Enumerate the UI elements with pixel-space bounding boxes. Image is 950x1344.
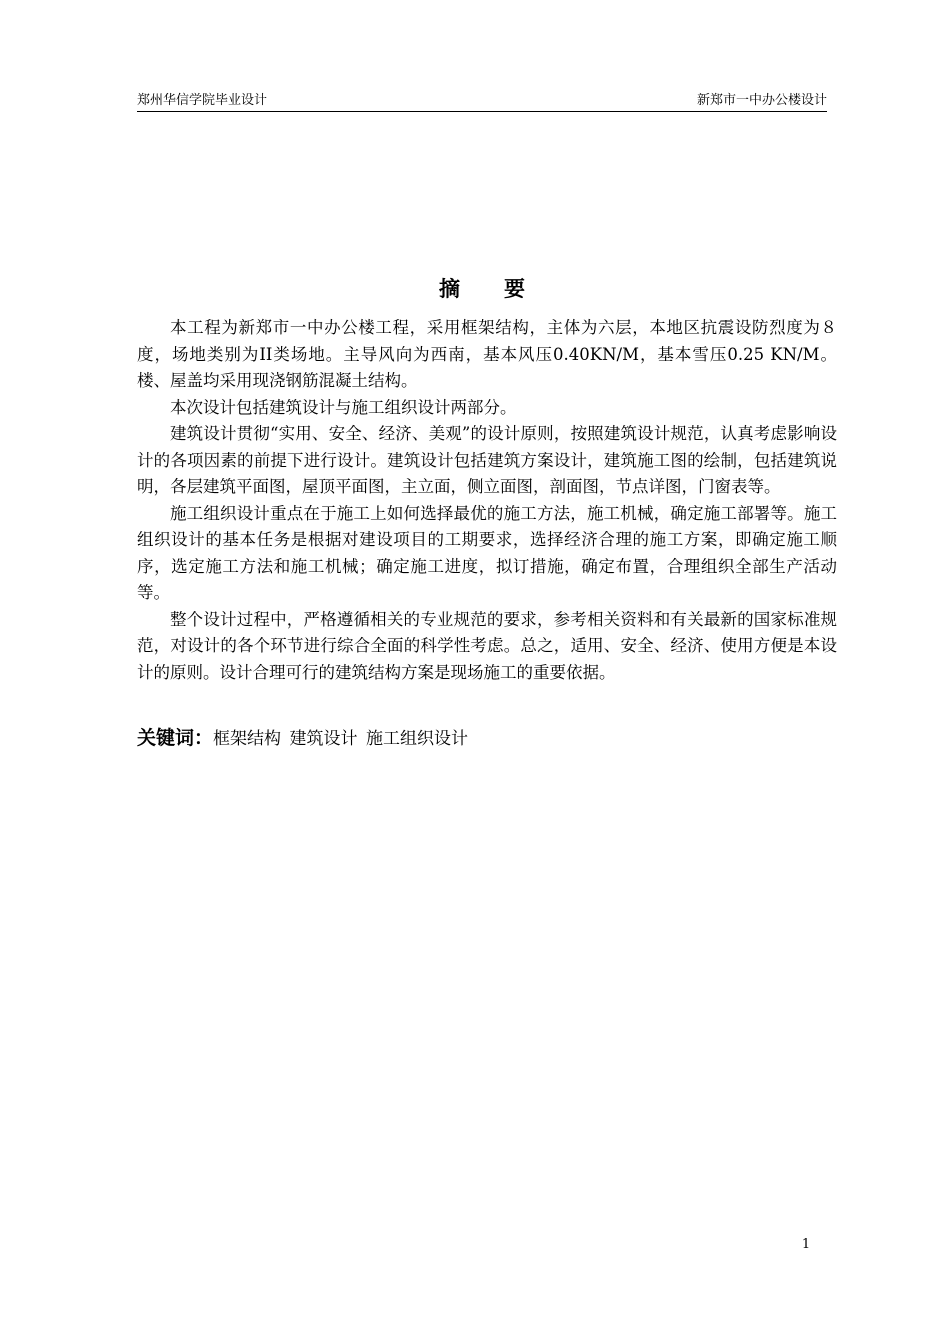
abstract-paragraph: 整个设计过程中，严格遵循相关的专业规范的要求，参考相关资料和有关最新的国家标准规范，对设计的各个环节进行综合全面的科学性考虑。总之，适用、安全、经济、使用方便是本设计的原则。设计合理可行的建筑结构方案是现场施工的重要依据。 [137, 609, 837, 682]
keyword-item: 框架结构 [213, 729, 282, 749]
keyword-item: 建筑设计 [289, 729, 358, 749]
abstract-title: 摘要 [439, 277, 569, 301]
header-left-text: 郑州华信学院毕业设计 [137, 93, 268, 108]
keywords-line [137, 724, 827, 753]
abstract-paragraph: 本工程为新郑市一中办公楼工程，采用框架结构，主体为六层，本地区抗震设防烈度为８度，场地类别为II类场地。主导风向为西南，基本风压0.40KN/M，基本雪压0.25 KN/M。楼、屋盖均采用现浇钢筋混凝土结构。 [137, 318, 837, 390]
abstract-body [137, 315, 837, 686]
abstract-paragraph: 建筑设计贯彻“实用、安全、经济、美观”的设计原则，按照建筑设计规范，认真考虑影响设计的各项因素的前提下进行设计。建筑设计包括建筑方案设计，建筑施工图的绘制，包括建筑说明，各层建筑平面图，屋顶平面图，主立面，侧立面图，剖面图，节点详图，门窗表等。 [137, 424, 837, 496]
header-right-text: 新郑市一中办公楼设计 [696, 93, 827, 108]
keyword-item: 施工组织设计 [366, 729, 469, 749]
abstract-paragraph: 施工组织设计重点在于施工上如何选择最优的施工方法，施工机械，确定施工部署等。施工组织设计的基本任务是根据对建设项目的工期要求，选择经济合理的施工方案，即确定施工顺序，选定施工方法和施工机械；确定施工进度，拟订措施，确定布置，合理组织全部生产活动等。 [137, 503, 837, 602]
keywords-label: 关键词： [137, 727, 214, 749]
page-header [137, 93, 827, 112]
page-number: 1 [801, 1237, 811, 1252]
abstract-paragraph: 本次设计包括建筑设计与施工组织设计两部分。 [170, 397, 517, 417]
